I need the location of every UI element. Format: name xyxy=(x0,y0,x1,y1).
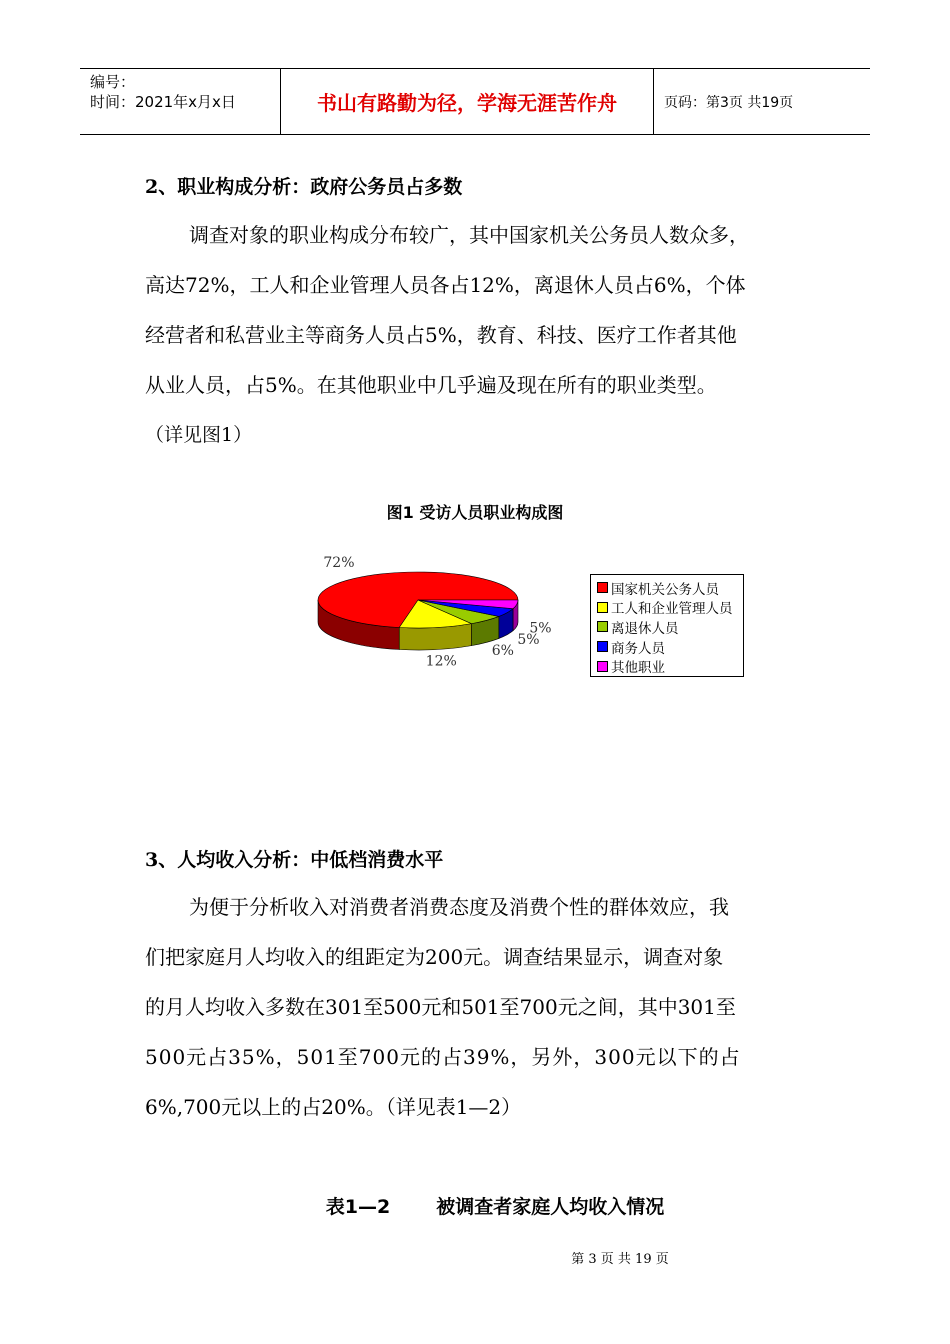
section-2-paragraph xyxy=(145,210,810,460)
paragraph-line: 6%,700元以上的占20%。（详见表1—2） xyxy=(145,1095,522,1119)
section-3-paragraph xyxy=(145,882,810,1132)
chart-legend xyxy=(590,574,744,677)
pie-data-label: 5% xyxy=(529,620,552,637)
header-meta-cell xyxy=(80,69,281,134)
figure-title: 图1 受访人员职业构成图 xyxy=(386,503,564,522)
legend-label: 离退休人员 xyxy=(611,620,679,637)
legend-swatch xyxy=(597,582,608,593)
pie-data-label: 6% xyxy=(491,643,514,660)
paragraph-line: 高达72%，工人和企业管理人员各占12%，离退休人员占6%，个体 xyxy=(145,273,746,297)
header-page-info: 页码：第3页 共19页 xyxy=(664,94,794,111)
legend-swatch xyxy=(597,641,608,652)
page-footer: 第 3 页 共 19 页 xyxy=(571,1252,669,1267)
legend-item xyxy=(597,578,743,598)
legend-label: 其他职业 xyxy=(611,660,665,677)
header-motto: 书山有路勤为径，学海无涯苦作舟 xyxy=(281,69,654,134)
page-header xyxy=(80,68,870,135)
paragraph-line: 经营者和私营业主等商务人员占5%，教育、科技、医疗工作者其他 xyxy=(145,323,737,347)
section-2-heading: 2、职业构成分析：政府公务员占多数 xyxy=(145,176,463,198)
table-title: 被调查者家庭人均收入情况 xyxy=(436,1196,665,1218)
pie-data-label: 5% xyxy=(517,632,540,649)
paragraph-line: 的月人均收入多数在301至500元和501至700元之间，其中301至 xyxy=(145,995,736,1019)
paragraph-line: （详见图1） xyxy=(145,424,253,446)
legend-label: 工人和企业管理人员 xyxy=(611,601,733,618)
paragraph-line: 500元占35%，501至700元的占39%，另外，300元以下的占 xyxy=(145,1045,741,1069)
legend-swatch xyxy=(597,661,608,672)
table-number: 表1—2 xyxy=(325,1196,391,1218)
legend-item xyxy=(597,656,743,676)
paragraph-line: 从业人员，占5%。在其他职业中几乎遍及现在所有的职业类型。 xyxy=(145,373,717,397)
paragraph-line: 们把家庭月人均收入的组距定为200元。调查结果显示，调查对象 xyxy=(145,945,724,969)
legend-swatch xyxy=(597,602,608,613)
document-time-label: 时间：2021年x月x日 xyxy=(90,93,236,111)
pie-data-label: 72% xyxy=(323,555,355,572)
paragraph-line: 为便于分析收入对消费者消费态度及消费个性的群体效应，我 xyxy=(189,895,729,919)
legend-item xyxy=(597,617,743,637)
pie-data-label: 12% xyxy=(425,653,457,670)
legend-item xyxy=(597,637,743,657)
legend-swatch xyxy=(597,621,608,632)
pie-chart xyxy=(270,555,570,685)
legend-item xyxy=(597,598,743,618)
document-number-label: 编号： xyxy=(90,73,136,91)
table-caption xyxy=(0,1192,950,1219)
paragraph-line: 调查对象的职业构成分布较广，其中国家机关公务员人数众多， xyxy=(189,223,749,247)
legend-label: 国家机关公务人员 xyxy=(611,581,719,598)
legend-label: 商务人员 xyxy=(611,640,665,657)
section-3-heading: 3、人均收入分析：中低档消费水平 xyxy=(145,849,444,871)
